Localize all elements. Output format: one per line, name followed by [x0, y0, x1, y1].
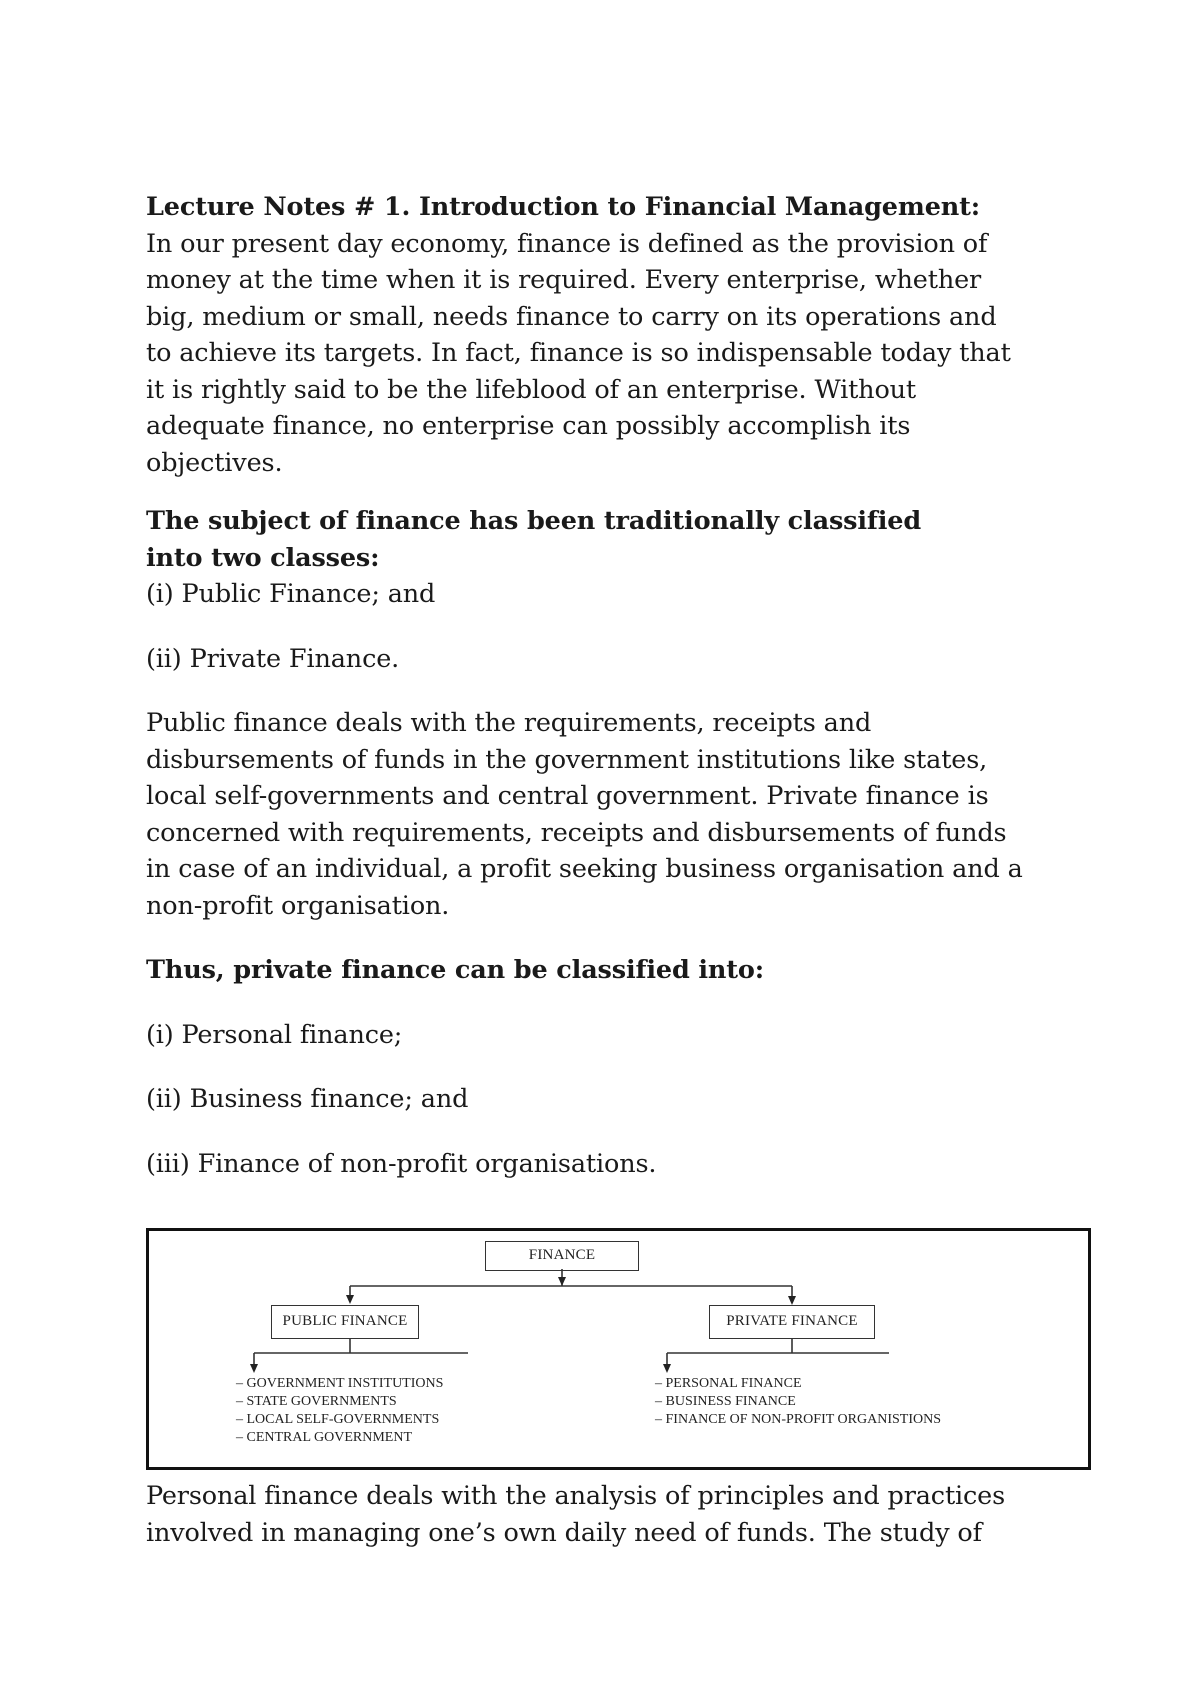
list-item: – CENTRAL GOVERNMENT [236, 1429, 443, 1447]
text-line: Public finance deals with the requirements, receipts and [146, 708, 872, 738]
list-item: – STATE GOVERNMENTS [236, 1393, 443, 1411]
list-item: – BUSINESS FINANCE [655, 1393, 941, 1411]
list-item: – PERSONAL FINANCE [655, 1375, 941, 1393]
list-item: (ii) Business finance; and [146, 1084, 469, 1114]
text-line: In our present day economy, finance is defined as the provision of [146, 228, 988, 259]
text-line: non-profit organisation. [146, 890, 450, 921]
text-line: local self-governments and central government. Private finance is [146, 781, 989, 811]
text-line: adequate finance, no enterprise can possibly accomplish its [146, 411, 911, 441]
classes-heading [146, 503, 1106, 576]
heading-line: into two classes: [146, 542, 380, 573]
page-title: Lecture Notes # 1. Introduction to Financial Management: [146, 192, 981, 222]
public-private-paragraph [146, 705, 1106, 924]
document-body [146, 189, 1106, 1182]
finance-classification-diagram [146, 1228, 1091, 1470]
text-line: it is rightly said to be the lifeblood of an enterprise. Without [146, 374, 917, 405]
list-item: – FINANCE OF NON-PROFIT ORGANISTIONS [655, 1411, 941, 1429]
text-line: in case of an individual, a profit seeking business organisation and a [146, 854, 1023, 884]
intro-paragraph [146, 226, 1106, 482]
text-line: money at the time when it is required. Every enterprise, whether [146, 265, 982, 295]
private-finance-list [655, 1375, 941, 1429]
list-item: (ii) Private Finance. [146, 643, 400, 674]
private-finance-heading: Thus, private finance can be classified into: [146, 955, 765, 985]
text-line: disbursements of funds in the government institutions like states, [146, 744, 988, 775]
text-line: involved in managing one’s own daily need of funds. The study of [146, 1517, 982, 1548]
personal-finance-paragraph [146, 1478, 1106, 1551]
list-item: (i) Personal finance; [146, 1019, 403, 1050]
text-line: big, medium or small, needs finance to carry on its operations and [146, 301, 997, 332]
list-item: – GOVERNMENT INSTITUTIONS [236, 1375, 443, 1393]
list-item: (i) Public Finance; and [146, 579, 436, 609]
private-finance-box: PRIVATE FINANCE [709, 1305, 875, 1339]
list-item: – LOCAL SELF-GOVERNMENTS [236, 1411, 443, 1429]
public-finance-list [236, 1375, 443, 1447]
heading-line: The subject of finance has been traditionally classified [146, 506, 922, 536]
finance-root-box: FINANCE [485, 1241, 639, 1271]
text-line: Personal finance deals with the analysis of principles and practices [146, 1481, 1006, 1511]
public-finance-box: PUBLIC FINANCE [271, 1305, 419, 1339]
text-line: objectives. [146, 447, 283, 478]
text-line: to achieve its targets. In fact, finance is so indispensable today that [146, 338, 1011, 368]
list-item: (iii) Finance of non-profit organisations. [146, 1148, 657, 1179]
text-line: concerned with requirements, receipts and disbursements of funds [146, 817, 1007, 848]
